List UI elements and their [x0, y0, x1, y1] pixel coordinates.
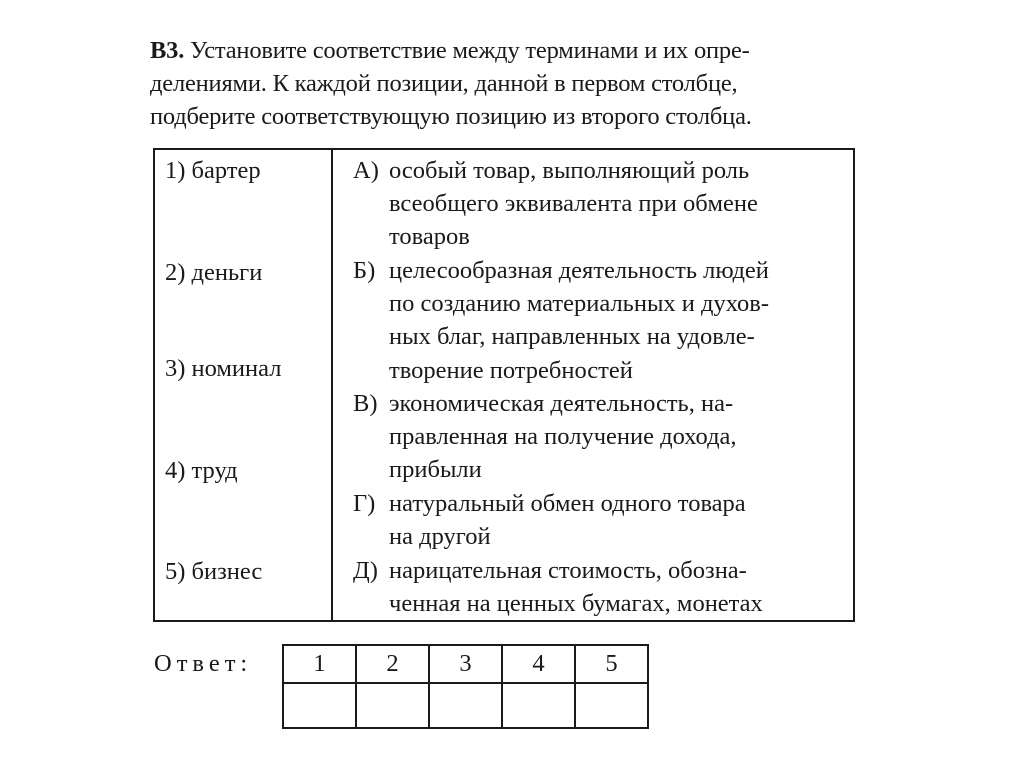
answer-cell-2[interactable]: [356, 683, 429, 728]
matching-table: [153, 148, 855, 622]
answer-cell-3[interactable]: [429, 683, 502, 728]
definition-line: нарицательная стоимость, обозна-: [389, 557, 747, 584]
definition-line: особый товар, выполняющий роль: [389, 157, 750, 184]
definition-line: экономическая деятельность, на-: [389, 390, 734, 417]
term-2: 2) деньги: [165, 259, 263, 286]
definition-letter: Б): [353, 257, 376, 284]
definition-line: правленная на получение дохода,: [389, 423, 737, 451]
answer-cell-5[interactable]: [575, 683, 648, 728]
definition-line: ных благ, направленных на удовле-: [389, 323, 755, 351]
definition-line: натуральный обмен одного товара: [389, 490, 746, 517]
term-4: 4) труд: [165, 457, 238, 484]
answer-cell-4[interactable]: [502, 683, 575, 728]
definition-letter: Г): [353, 490, 376, 517]
term-3: 3) номинал: [165, 355, 282, 382]
task-label: В3.: [150, 37, 185, 64]
definition-line: прибыли: [389, 456, 482, 484]
definition-line: целесообразная деятельность людей: [389, 257, 769, 284]
task-statement: [150, 34, 870, 133]
task-line: подберите соответствующую позицию из второго столбца.: [150, 103, 752, 130]
task-line: делениями. К каждой позиции, данной в первом столбце,: [150, 70, 738, 97]
definition-line: творение потребностей: [389, 356, 633, 384]
definition-d: [353, 554, 763, 620]
definition-line: по созданию материальных и духов-: [389, 290, 770, 318]
column-divider: [331, 150, 333, 620]
answer-column-4: 4: [502, 645, 575, 683]
definition-line: ченная на ценных бумагах, монетах: [389, 590, 763, 618]
answer-column-3: 3: [429, 645, 502, 683]
answer-column-5: 5: [575, 645, 648, 683]
answer-input-row: [283, 683, 648, 728]
definition-letter: Д): [353, 557, 378, 584]
answer-column-1: 1: [283, 645, 356, 683]
definition-letter: В): [353, 390, 378, 417]
definition-line: на другой: [389, 523, 491, 551]
term-1: 1) бартер: [165, 157, 261, 184]
term-5: 5) бизнес: [165, 558, 263, 585]
answer-label: Ответ:: [154, 650, 253, 677]
answer-grid: [282, 644, 649, 729]
definition-v: [353, 387, 737, 487]
answer-cell-1[interactable]: [283, 683, 356, 728]
definition-g: [353, 487, 746, 553]
task-text: Установите соответствие между терминами и их опре-: [184, 37, 750, 64]
definition-line: всеобщего эквивалента при обмене: [389, 190, 758, 218]
definition-letter: А): [353, 157, 379, 184]
definition-a: [353, 154, 758, 254]
definition-line: товаров: [389, 223, 470, 251]
answer-header-row: [283, 645, 648, 683]
task-line: [150, 34, 870, 67]
answer-column-2: 2: [356, 645, 429, 683]
definition-b: [353, 254, 769, 387]
